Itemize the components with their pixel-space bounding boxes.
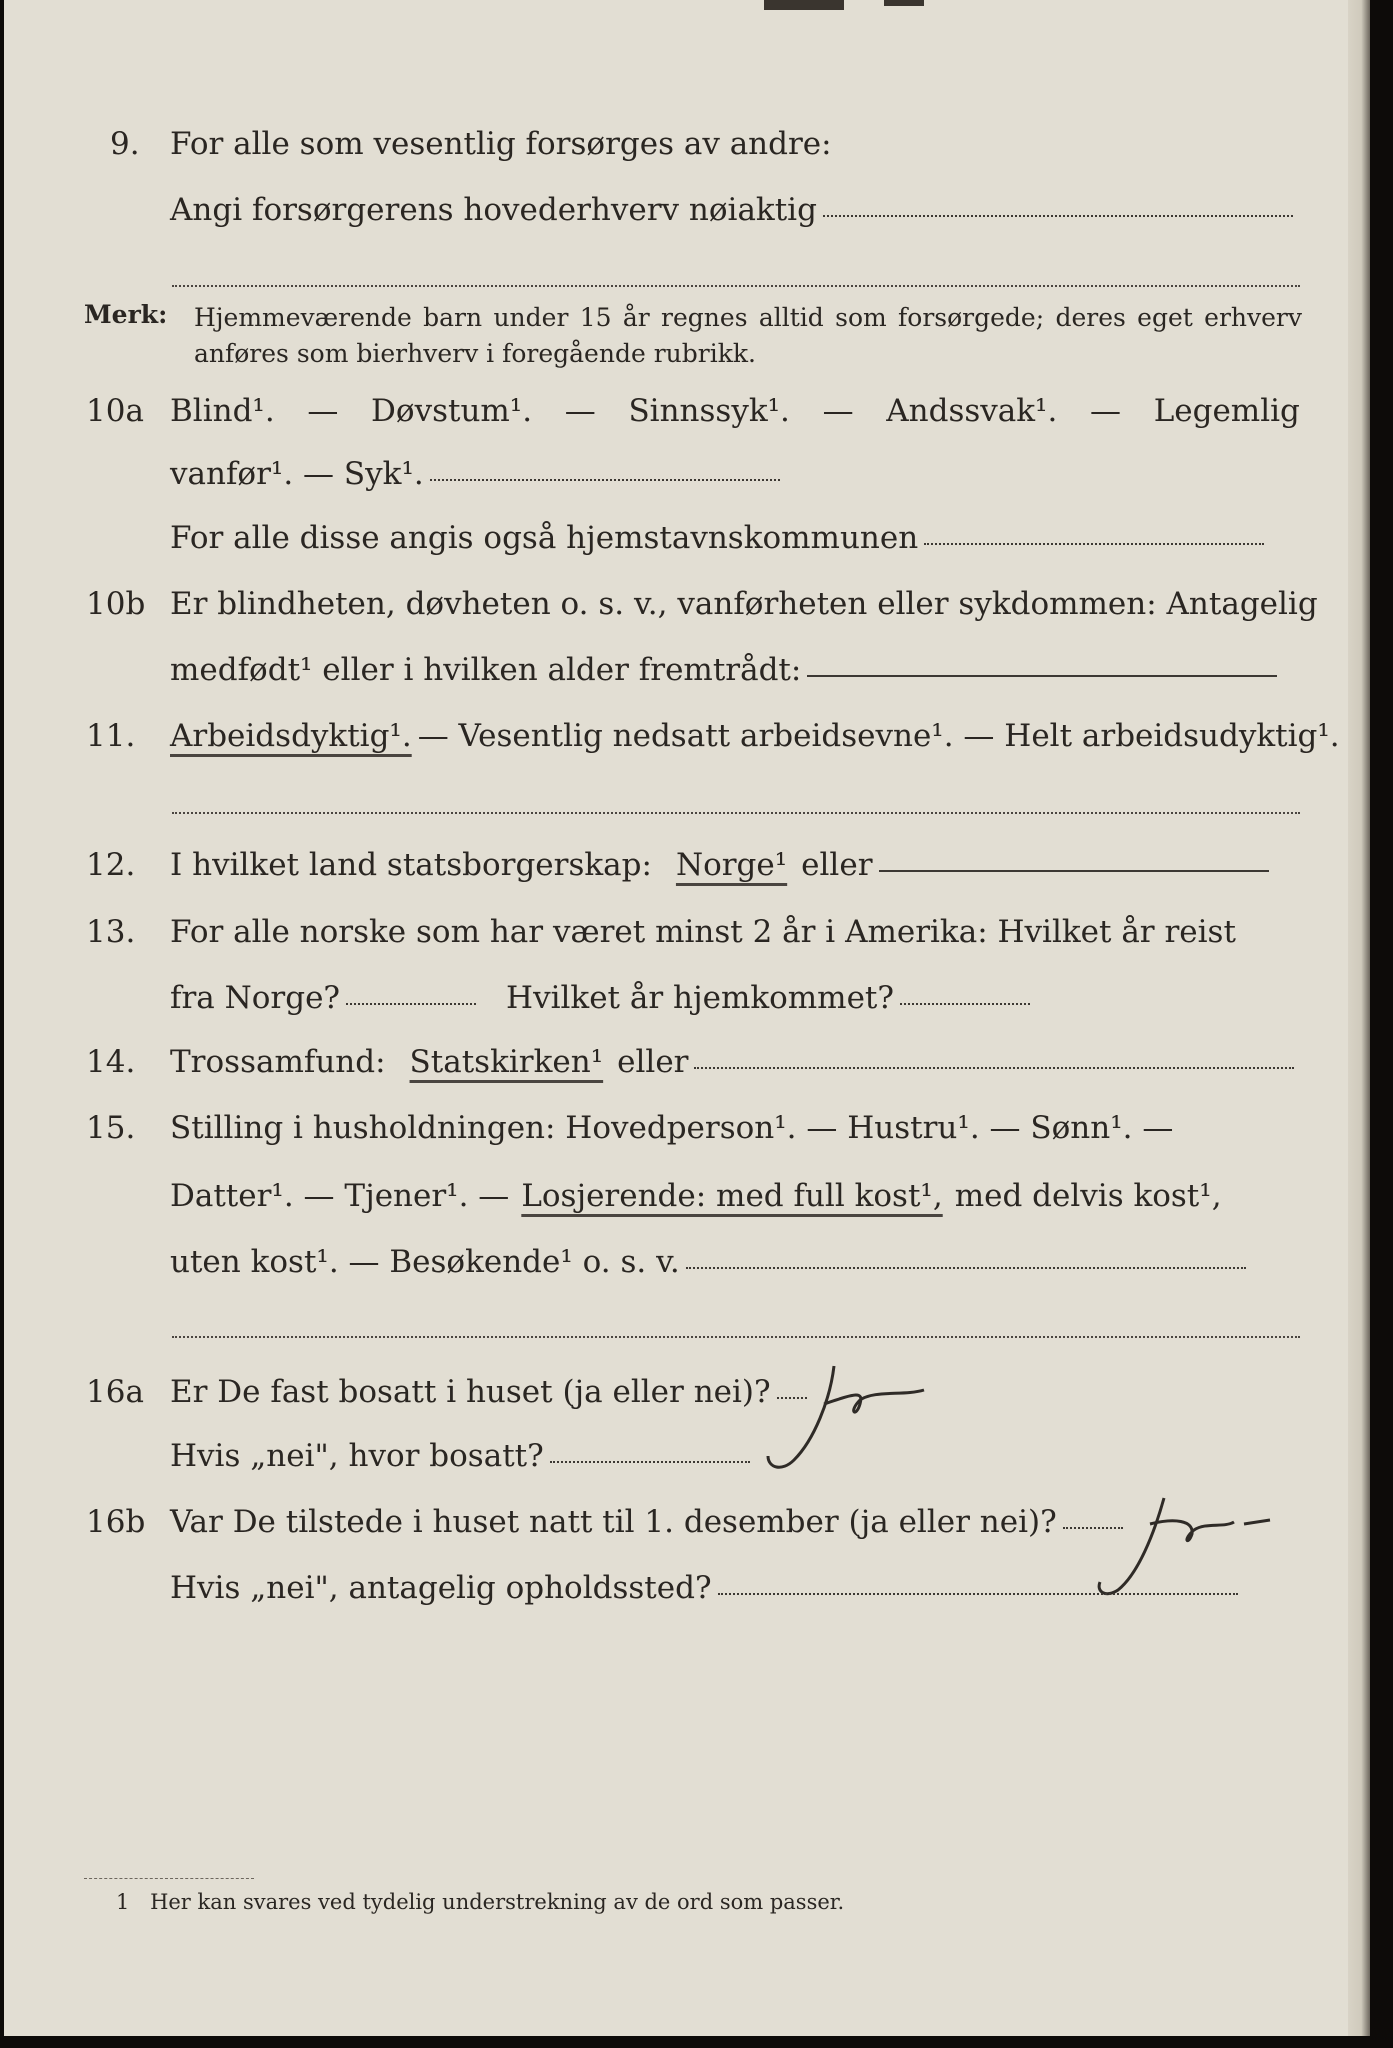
top-mark xyxy=(764,0,844,10)
option-list xyxy=(170,393,1300,429)
handwritten-answer-text: Ja xyxy=(884,1409,896,1423)
option-legemlig[interactable]: Legemlig xyxy=(1153,393,1300,429)
question-number: 9. xyxy=(110,126,140,162)
footnote xyxy=(116,1890,844,1914)
question-number: 15. xyxy=(86,1110,136,1146)
field-row xyxy=(170,1504,1123,1540)
question-number: 16b xyxy=(86,1504,146,1540)
option-andssvak[interactable]: Andssvak¹. xyxy=(886,393,1058,429)
answer-line[interactable] xyxy=(694,1067,1294,1069)
option-uten-kost[interactable]: uten kost¹. — Besøkende¹ o. s. v. xyxy=(170,1244,680,1280)
handwritten-answer-text: Ja xyxy=(1214,1543,1226,1557)
field-label: fra Norge? xyxy=(170,980,341,1016)
answer-line[interactable] xyxy=(807,675,1277,677)
question-text: For alle norske som har været minst 2 år i Amerika: Hvilket år reist xyxy=(170,914,1236,950)
option-list xyxy=(170,718,1340,754)
field-row xyxy=(170,1438,750,1474)
field-label: Trossamfund: xyxy=(170,1044,386,1080)
answer-line[interactable] xyxy=(879,870,1269,872)
field-label: For alle disse angis også hjemstavnskommunen xyxy=(170,520,919,556)
field-label-tail: eller xyxy=(801,847,873,883)
field-label: Hvilket år hjemkommet? xyxy=(506,980,895,1016)
answer-line[interactable] xyxy=(900,1003,1030,1005)
option-list xyxy=(170,1178,1222,1214)
field-label: medfødt¹ eller i hvilken alder fremtrådt: xyxy=(170,652,802,688)
answer-line[interactable] xyxy=(346,1003,476,1005)
dash: — xyxy=(1090,393,1122,429)
option-norge-selected[interactable]: Norge¹ xyxy=(675,847,788,883)
handwritten-answer-ja xyxy=(764,1360,994,1480)
answer-line[interactable] xyxy=(718,1593,1238,1595)
question-number: 13. xyxy=(86,914,136,950)
field-row xyxy=(170,847,1269,883)
field-row xyxy=(170,1374,807,1410)
option-sinnssyk[interactable]: Sinnssyk¹. xyxy=(628,393,790,429)
answer-line-full[interactable] xyxy=(172,1336,1300,1338)
question-number: 10a xyxy=(86,393,144,429)
footnote-divider xyxy=(84,1878,254,1879)
question-number: 10b xyxy=(86,586,146,622)
answer-line[interactable] xyxy=(430,479,780,481)
option-datter-tjener[interactable]: Datter¹. — Tjener¹. — xyxy=(170,1178,510,1214)
dash: — xyxy=(307,393,339,429)
option-rest[interactable]: — Vesentlig nedsatt arbeidsevne¹. — Helt arbeidsudyktig¹. xyxy=(417,718,1340,754)
field-label: I hvilket land statsborgerskap: xyxy=(170,847,652,883)
footnote-mark: 1 xyxy=(116,1890,130,1914)
footnote-text: Her kan svares ved tydelig understrekning av de ord som passer. xyxy=(150,1890,845,1914)
answer-line-full[interactable] xyxy=(172,285,1300,287)
question-text: For alle som vesentlig forsørges av andre: xyxy=(170,126,832,162)
page-edge xyxy=(1348,0,1370,2036)
answer-line-full[interactable] xyxy=(172,812,1300,814)
answer-line[interactable] xyxy=(924,543,1264,545)
note-label: Merk: xyxy=(84,300,168,329)
question-number: 12. xyxy=(86,847,136,883)
option-losjerende-selected[interactable]: Losjerende: med full kost¹, xyxy=(521,1178,943,1214)
dash: — xyxy=(822,393,854,429)
answer-line[interactable] xyxy=(823,215,1293,217)
census-form-page xyxy=(4,0,1349,2036)
field-label: Var De tilstede i huset natt til 1. desember (ja eller nei)? xyxy=(170,1504,1057,1540)
field-row xyxy=(170,456,780,492)
field-row xyxy=(170,1570,1238,1606)
question-number: 14. xyxy=(86,1044,136,1080)
field-row xyxy=(170,980,1030,1016)
field-label: Hvis „nei", antagelig opholdssted? xyxy=(170,1570,712,1606)
field-label: Er De fast bosatt i huset (ja eller nei)? xyxy=(170,1374,771,1410)
option-statskirken-selected[interactable]: Statskirken¹ xyxy=(409,1044,604,1080)
question-number: 11. xyxy=(86,718,136,754)
dash: — xyxy=(564,393,596,429)
answer-line[interactable] xyxy=(686,1267,1246,1269)
answer-line[interactable] xyxy=(550,1461,750,1463)
question-text: Er blindheten, døvheten o. s. v., vanførheten eller sykdommen: Antagelig xyxy=(170,586,1318,622)
field-label: Hvis „nei", hvor bosatt? xyxy=(170,1438,544,1474)
option-arbeidsdyktig-selected[interactable]: Arbeidsdyktig¹. xyxy=(170,718,412,754)
question-number: 16a xyxy=(86,1374,144,1410)
top-mark-2 xyxy=(884,0,924,6)
field-row xyxy=(170,1244,1246,1280)
field-row xyxy=(170,192,1293,228)
option-list[interactable]: Stilling i husholdningen: Hovedperson¹. — Hustru¹. — Sønn¹. — xyxy=(170,1110,1174,1146)
note-text: Hjemmeværende barn under 15 år regnes alltid som forsørgede; deres eget erhverv anføres som bierhverv i foregående rubrikk. xyxy=(194,303,1302,368)
field-label: Angi forsørgerens hovederhverv nøiaktig xyxy=(170,192,817,228)
option-delvis-kost[interactable]: med delvis kost¹, xyxy=(954,1178,1222,1214)
option-dovstum[interactable]: Døvstum¹. xyxy=(371,393,533,429)
field-label-tail: eller xyxy=(617,1044,689,1080)
field-row xyxy=(170,652,1277,688)
option-vanfor-syk[interactable]: vanfør¹. — Syk¹. xyxy=(170,456,424,492)
field-row xyxy=(170,520,1264,556)
field-row xyxy=(170,1044,1294,1080)
option-blind[interactable]: Blind¹. xyxy=(170,393,275,429)
